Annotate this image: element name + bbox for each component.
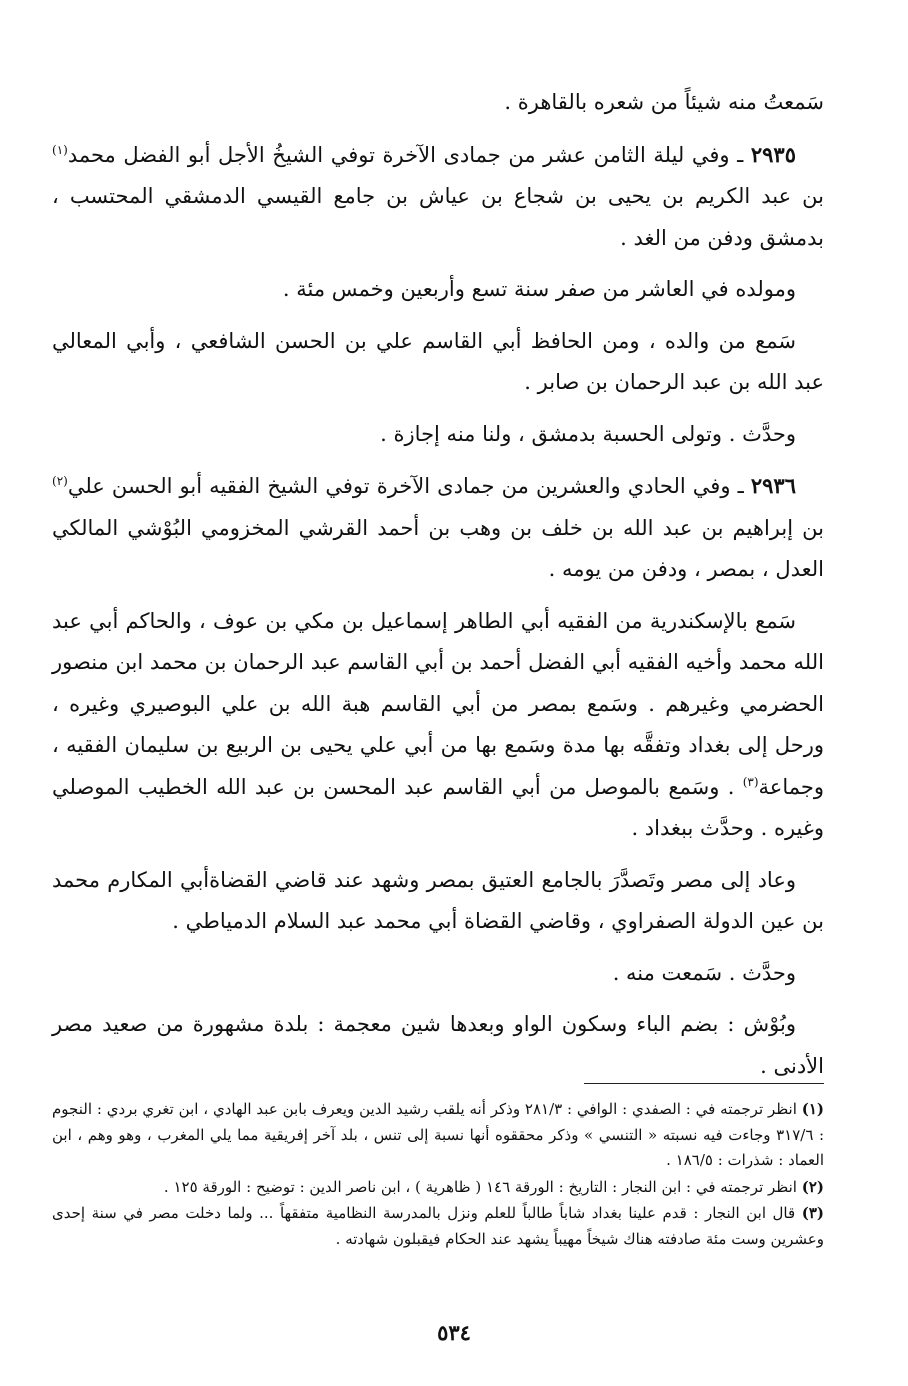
paragraph-text-continued: . وسَمع بالموصل من أبي القاسم عبد المحسن بن عبد الله الخطيب الموصلي وغيره . وحدَّث ببغداد .: [52, 774, 824, 840]
footnote-2: [52, 1175, 824, 1201]
main-text: [52, 82, 824, 1097]
footnote-divider: [584, 1083, 824, 1084]
paragraph-text: وحدَّث . وتولى الحسبة بدمشق ، ولنا منه إجازة .: [380, 421, 796, 446]
page-number: ٥٣٤: [437, 1320, 471, 1345]
paragraph-narrated: [52, 953, 824, 995]
footnote-number: (٢): [801, 1177, 824, 1196]
paragraph-office: [52, 414, 824, 456]
paragraph-return: [52, 860, 824, 943]
paragraph-intro: [52, 82, 824, 124]
paragraph-text: وبُوْش : بضم الباء وسكون الواو وبعدها شين معجمة : بلدة مشهورة من صعيد مصر الأدنى .: [52, 1012, 824, 1078]
paragraph-text: سَمعتُ منه شيئاً من شعره بالقاهرة .: [504, 90, 824, 114]
paragraph-text: سَمع بالإسكندرية من الفقيه أبي الطاهر إسماعيل بن مكي بن عوف ، والحاكم أبي عبد الله محمد وأخيه الفقيه أبي الفضل أحمد بن أبي القاسم عبد الرحمان بن محمد ابن منصور الحضرمي وغيرهم . وسَمع بمصر من أبي القاسم هبة الله بن علي البوصيري وغيره ، ورحل إلى بغداد وتفقَّه بها مدة وسَمع بها من أبي علي يحيى بن الربيع بن سليمان الفقيه ، وجماعة: [52, 608, 824, 799]
entry-2936: [52, 465, 824, 591]
paragraph-text-continued: بن عبد الكريم بن يحيى بن شجاع بن عياش بن جامع القيسي الدمشقي المحتسب ، بدمشق ودفن من الغد .: [52, 184, 824, 250]
paragraph-text-continued: بن إبراهيم بن عبد الله بن خلف بن وهب بن أحمد القرشي المخزومي البُوْشي المالكي العدل ، بمصر ، ودفن من يومه .: [52, 515, 824, 581]
footnote-text: قال ابن النجار : قدم علينا بغداد شاباً طالباً للعلم ونزل بالمدرسة النظامية متفقهاً ... ولما دخلت مصر في سنة إحدى وعشرين وست مئة صادفته هناك شيخاً مهيباً يشهد عند الحكام فيقبلون شهادته .: [52, 1204, 824, 1248]
footnote-ref-2[interactable]: (٢): [52, 474, 68, 488]
footnote-number: (١): [801, 1100, 824, 1118]
footnote-3: [52, 1201, 824, 1252]
footnote-text: انظر ترجمته في : الصفدي : الوافي : ٢٨١/٣ وذكر أنه يلقب رشيد الدين ويعرف بابن عبد الهادي ، ابن تغري بردي : النجوم : ٣١٧/٦ وجاءت فيه نسبته « التنسي » وذكر محققوه أنها نسبة إلى تنس ، بلد آخر إفريقية مما يلي المغرب ، وهو وهم ، ابن العماد : شذرات : ١٨٦/٥ .: [52, 1100, 824, 1169]
paragraph-studies: [52, 601, 824, 850]
paragraph-text: ومولده في العاشر من صفر سنة تسع وأربعين وخمس مئة .: [282, 277, 796, 301]
paragraph-text: ـ وفي الحادي والعشرين من جمادى الآخرة توفي الشيخ الفقيه أبو الحسن علي: [67, 474, 751, 498]
entry-number: ٢٩٣٦: [750, 473, 796, 498]
footnote-number: (٣): [801, 1204, 824, 1222]
entry-2935: [52, 134, 824, 260]
footnote-1: [52, 1097, 824, 1174]
paragraph-birth: [52, 269, 824, 311]
paragraph-text: وحدَّث . سَمعت منه .: [612, 960, 796, 985]
paragraph-text: وعاد إلى مصر وتَصدَّرَ بالجامع العتيق بمصر وشهد عند قاضي القضاةأبي المكارم محمد بن عين الدولة الصفراوي ، وقاضي القضاة أبي محمد عبد السلام الدمياطي .: [52, 867, 824, 933]
paragraph-text: سَمع من والده ، ومن الحافظ أبي القاسم علي بن الحسن الشافعي ، وأبي المعالي عبد الله بن عبد الرحمان بن صابر .: [52, 328, 824, 394]
footnote-ref-1[interactable]: (١): [52, 142, 68, 157]
paragraph-text: ـ وفي ليلة الثامن عشر من جمادى الآخرة توفي الشيخُ الأجل أبو الفضل محمد: [67, 142, 751, 167]
paragraph-bush: [52, 1004, 824, 1087]
footnote-ref-3[interactable]: (٣): [742, 774, 759, 789]
footnotes: [52, 1097, 824, 1253]
footnote-text: انظر ترجمته في : ابن النجار : التاريخ : الورقة ١٤٦ ( ظاهرية ) ، ابن ناصر الدين : توضيح : الورقة ١٢٥ .: [163, 1177, 802, 1196]
paragraph-teachers: [52, 321, 824, 404]
entry-number: ٢٩٣٥: [750, 141, 796, 167]
